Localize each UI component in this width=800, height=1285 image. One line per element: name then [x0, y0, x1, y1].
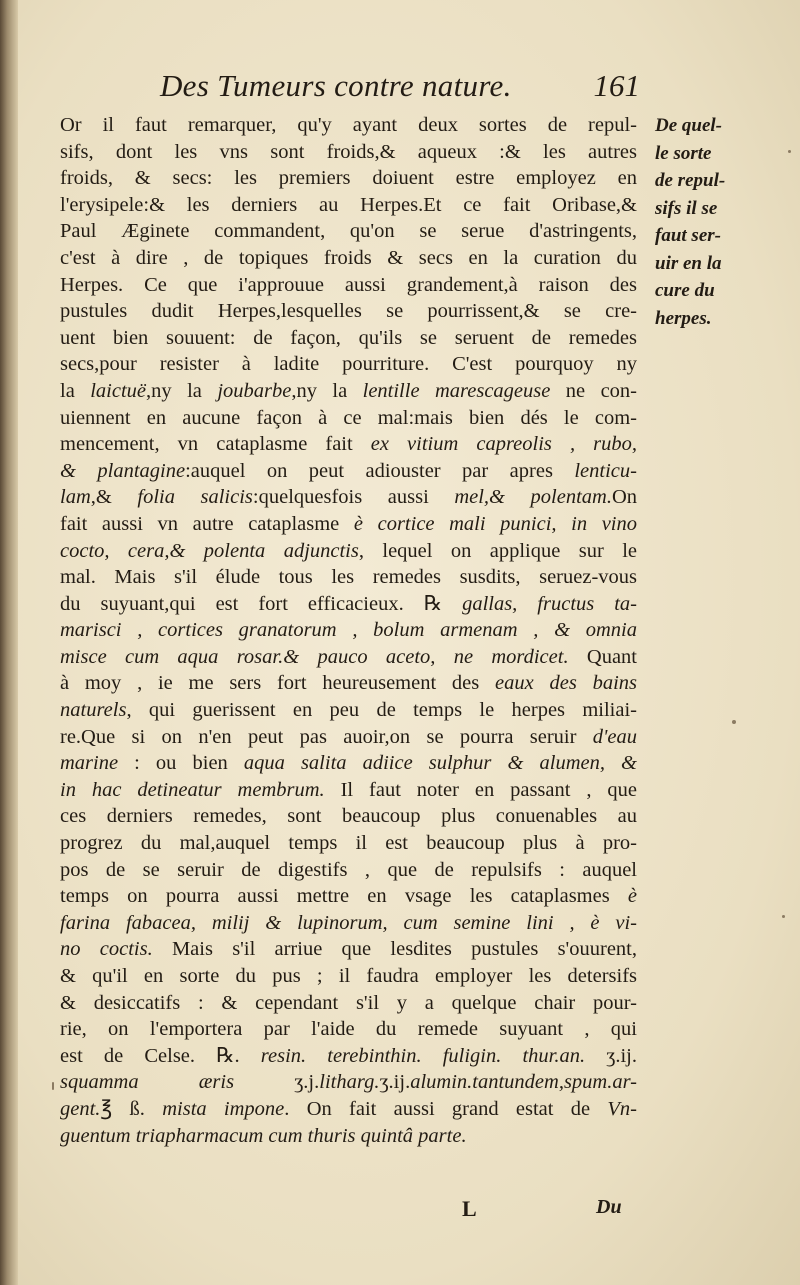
text-line [60, 538, 637, 565]
italic-text-run: lenticu- [574, 459, 637, 482]
text-run: du suyuant,qui est fort efficacieux. ℞ [60, 592, 463, 615]
text-run: re.Que si on n'en peut pas auoir,on se pourra seruir [60, 725, 593, 748]
text-run: rie, on l'emportera par l'aide du remede suyuant , qui [60, 1018, 637, 1041]
text-run: ,ny la [291, 379, 363, 402]
text-line [60, 1096, 637, 1123]
text-line [60, 112, 637, 139]
text-run: On [611, 486, 638, 509]
italic-text-run: in hac detineatur membrum. [60, 778, 325, 801]
italic-text-run: eaux des bains [495, 672, 638, 695]
text-line [60, 830, 637, 857]
italic-text-run: litharg. [319, 1071, 380, 1094]
text-run: mencement, vn cataplasme fait [60, 433, 371, 456]
text-run: Il faut noter en passant , que [324, 778, 638, 801]
text-line [60, 351, 637, 378]
running-title: Des Tumeurs contre nature. [160, 68, 512, 103]
ink-speck [782, 915, 785, 918]
margin-note-line: le sorte [655, 142, 712, 164]
italic-text-run: mel,& polentam. [454, 486, 612, 509]
text-run: Mais s'il arriue que lesdites pustules s'ouurent, [152, 938, 638, 961]
text-run: , lequel on applique sur le [358, 539, 637, 562]
text-line [60, 591, 637, 618]
text-line [60, 325, 637, 352]
margin-note [655, 112, 775, 332]
italic-text-run: naturels [60, 699, 127, 722]
text-line [60, 298, 637, 325]
italic-text-run: cocto, cera,& polenta adjunctis [60, 539, 359, 562]
text-run: ℥ ß. [100, 1097, 163, 1120]
text-line [60, 1069, 637, 1096]
text-line [60, 1123, 637, 1150]
text-line [60, 192, 637, 219]
text-run: pustules dudit Herpes,lesquelles se pourrissent,& se cre- [60, 300, 637, 323]
italic-text-run: misce cum aqua rosar.& pauco aceto, ne mordicet. [60, 645, 569, 668]
text-line [60, 165, 637, 192]
text-line [60, 803, 637, 830]
text-run: . On fait aussi grand estat de [284, 1097, 608, 1120]
text-run: ,& [90, 486, 138, 509]
text-run: uiennent en aucune façon à ce mal:mais bien dés le com- [60, 406, 637, 429]
text-line [60, 750, 637, 777]
text-line [60, 936, 637, 963]
text-run: à moy , ie me sers fort heureusement des [60, 672, 496, 695]
text-line [60, 777, 637, 804]
margin-note-line: De quel- [655, 115, 723, 136]
italic-text-run: d'eau [592, 725, 637, 748]
text-run: secs,pour resister à ladite pourriture. C'est pourquoy ny [60, 353, 637, 376]
text-run: : ou bien [118, 752, 244, 775]
page-number: 161 [593, 68, 640, 103]
italic-text-run: alumin.tantundem,spum.ar- [410, 1071, 637, 1094]
text-line [60, 564, 637, 591]
italic-text-run: gallas, fructus ta- [462, 592, 637, 615]
text-run: ces derniers remedes, sont beaucoup plus conuenables au [60, 805, 637, 828]
ink-speck [52, 1082, 54, 1090]
italic-text-run: marisci , cortices granatorum , bolum armenam , & omnia [60, 619, 637, 642]
text-run: temps on pourra aussi mettre en vsage les cataplasmes [60, 885, 628, 908]
italic-text-run: gent. [60, 1097, 101, 1120]
text-line [60, 910, 637, 937]
italic-text-run: laictuë [90, 379, 147, 402]
italic-text-run: no coctis. [60, 938, 153, 961]
text-run: progrez du mal,auquel temps il est beaucoup plus à pro- [60, 832, 637, 855]
text-run: Or il faut remarquer, qu'y ayant deux sortes de repul- [60, 114, 637, 136]
text-run: ʒ.ij. [379, 1071, 411, 1094]
margin-note-line: cure du [655, 280, 715, 301]
text-run: :quelquesfois aussi [252, 486, 455, 509]
text-line [60, 617, 637, 644]
text-run: ,ny la [146, 379, 218, 402]
margin-note-line: faut ser- [655, 225, 721, 246]
text-run: & desiccatifs : & cependant s'il y a quelque chair pour- [60, 991, 637, 1014]
italic-text-run: lentille marescageuse [362, 379, 551, 402]
text-line [60, 724, 637, 751]
text-run: sifs, dont les vns sont froids,& aqueux :& les autres [60, 140, 637, 163]
italic-text-run: farina fabacea, milij & lupinorum, cum semine lini , è vi- [60, 911, 637, 934]
text-run: uent bien souuent: de façon, qu'ils se seruent de remedes [60, 326, 637, 349]
text-line [60, 458, 637, 485]
text-line [60, 431, 637, 458]
text-line [60, 484, 637, 511]
italic-text-run: è cortice mali punici, in vino [353, 512, 637, 535]
text-run: froids, & secs: les premiers doiuent estre employez en [60, 167, 637, 190]
catchword: Du [596, 1196, 622, 1218]
page-header [160, 68, 640, 108]
ink-speck [788, 150, 791, 153]
text-run: pos de se seruir de digestifs , que de repulsifs : auquel [60, 858, 637, 881]
text-line [60, 245, 637, 272]
text-line [60, 857, 637, 884]
italic-text-run: lam [60, 486, 91, 509]
text-run: Quant [568, 645, 637, 668]
text-run: ʒ.j. [234, 1071, 320, 1094]
italic-text-run: è [627, 885, 637, 908]
text-run: ne con- [550, 379, 637, 402]
margin-note-line: sifs il se [655, 197, 718, 219]
italic-text-run: Vn- [607, 1097, 637, 1120]
text-line [60, 218, 637, 245]
text-line [60, 670, 637, 697]
text-run: ʒ.ij. [585, 1044, 637, 1067]
italic-text-run: & plantagine [60, 459, 186, 482]
text-run: :auquel on peut adiouster par apres [185, 459, 575, 482]
italic-text-run: joubarbe [217, 379, 292, 402]
text-line [60, 963, 637, 990]
italic-text-run: ex vitium capreolis , rubo, [370, 433, 637, 456]
signature-mark: L [462, 1196, 477, 1221]
margin-note-line: uir en la [655, 252, 722, 274]
italic-text-run: guentum triapharmacum cum thuris quintâ parte. [60, 1124, 467, 1147]
text-run: , qui guerissent en peu de temps le herpes miliai- [126, 699, 637, 722]
text-run: mal. Mais s'il élude tous les remedes susdits, seruez-vous [60, 566, 637, 589]
text-line [60, 405, 637, 432]
text-run: fait aussi vn autre cataplasme [60, 512, 354, 535]
ink-speck [732, 720, 736, 724]
text-run: la [60, 379, 91, 402]
text-line [60, 644, 637, 671]
text-line [60, 1016, 637, 1043]
text-run: Herpes. Ce que i'approuue aussi grandement,à raison des [60, 273, 637, 296]
margin-note-line: de repul- [655, 170, 726, 191]
text-run: & qu'il en sorte du pus ; il faudra employer les detersifs [60, 965, 637, 987]
text-run: Paul Æginete commandent, qu'on se serue d'astringents, [60, 220, 637, 243]
italic-text-run: resin. terebinthin. fuligin. thur.an. [260, 1044, 586, 1067]
italic-text-run: aqua salita adiice sulphur & alumen, & [243, 752, 637, 775]
text-run: c'est à dire , de topiques froids & secs en la curation du [60, 246, 637, 269]
text-line [60, 272, 637, 299]
text-run: est de Celse. ℞. [60, 1044, 261, 1067]
italic-text-run: folia salicis [137, 486, 253, 509]
text-line [60, 511, 637, 538]
text-line [60, 1043, 637, 1070]
italic-text-run: marine [60, 752, 119, 775]
text-line [60, 697, 637, 724]
text-run: l'erysipele:& les derniers au Herpes.Et ce fait Oribase,& [60, 193, 637, 216]
body-text [60, 112, 637, 1149]
italic-text-run: squamma æris [60, 1071, 235, 1094]
text-line [60, 139, 637, 166]
text-line [60, 883, 637, 910]
text-line [60, 990, 637, 1017]
margin-note-line: herpes. [655, 307, 712, 329]
text-line [60, 378, 637, 405]
italic-text-run: mista impone [162, 1097, 285, 1120]
binding-gutter [0, 0, 18, 1285]
